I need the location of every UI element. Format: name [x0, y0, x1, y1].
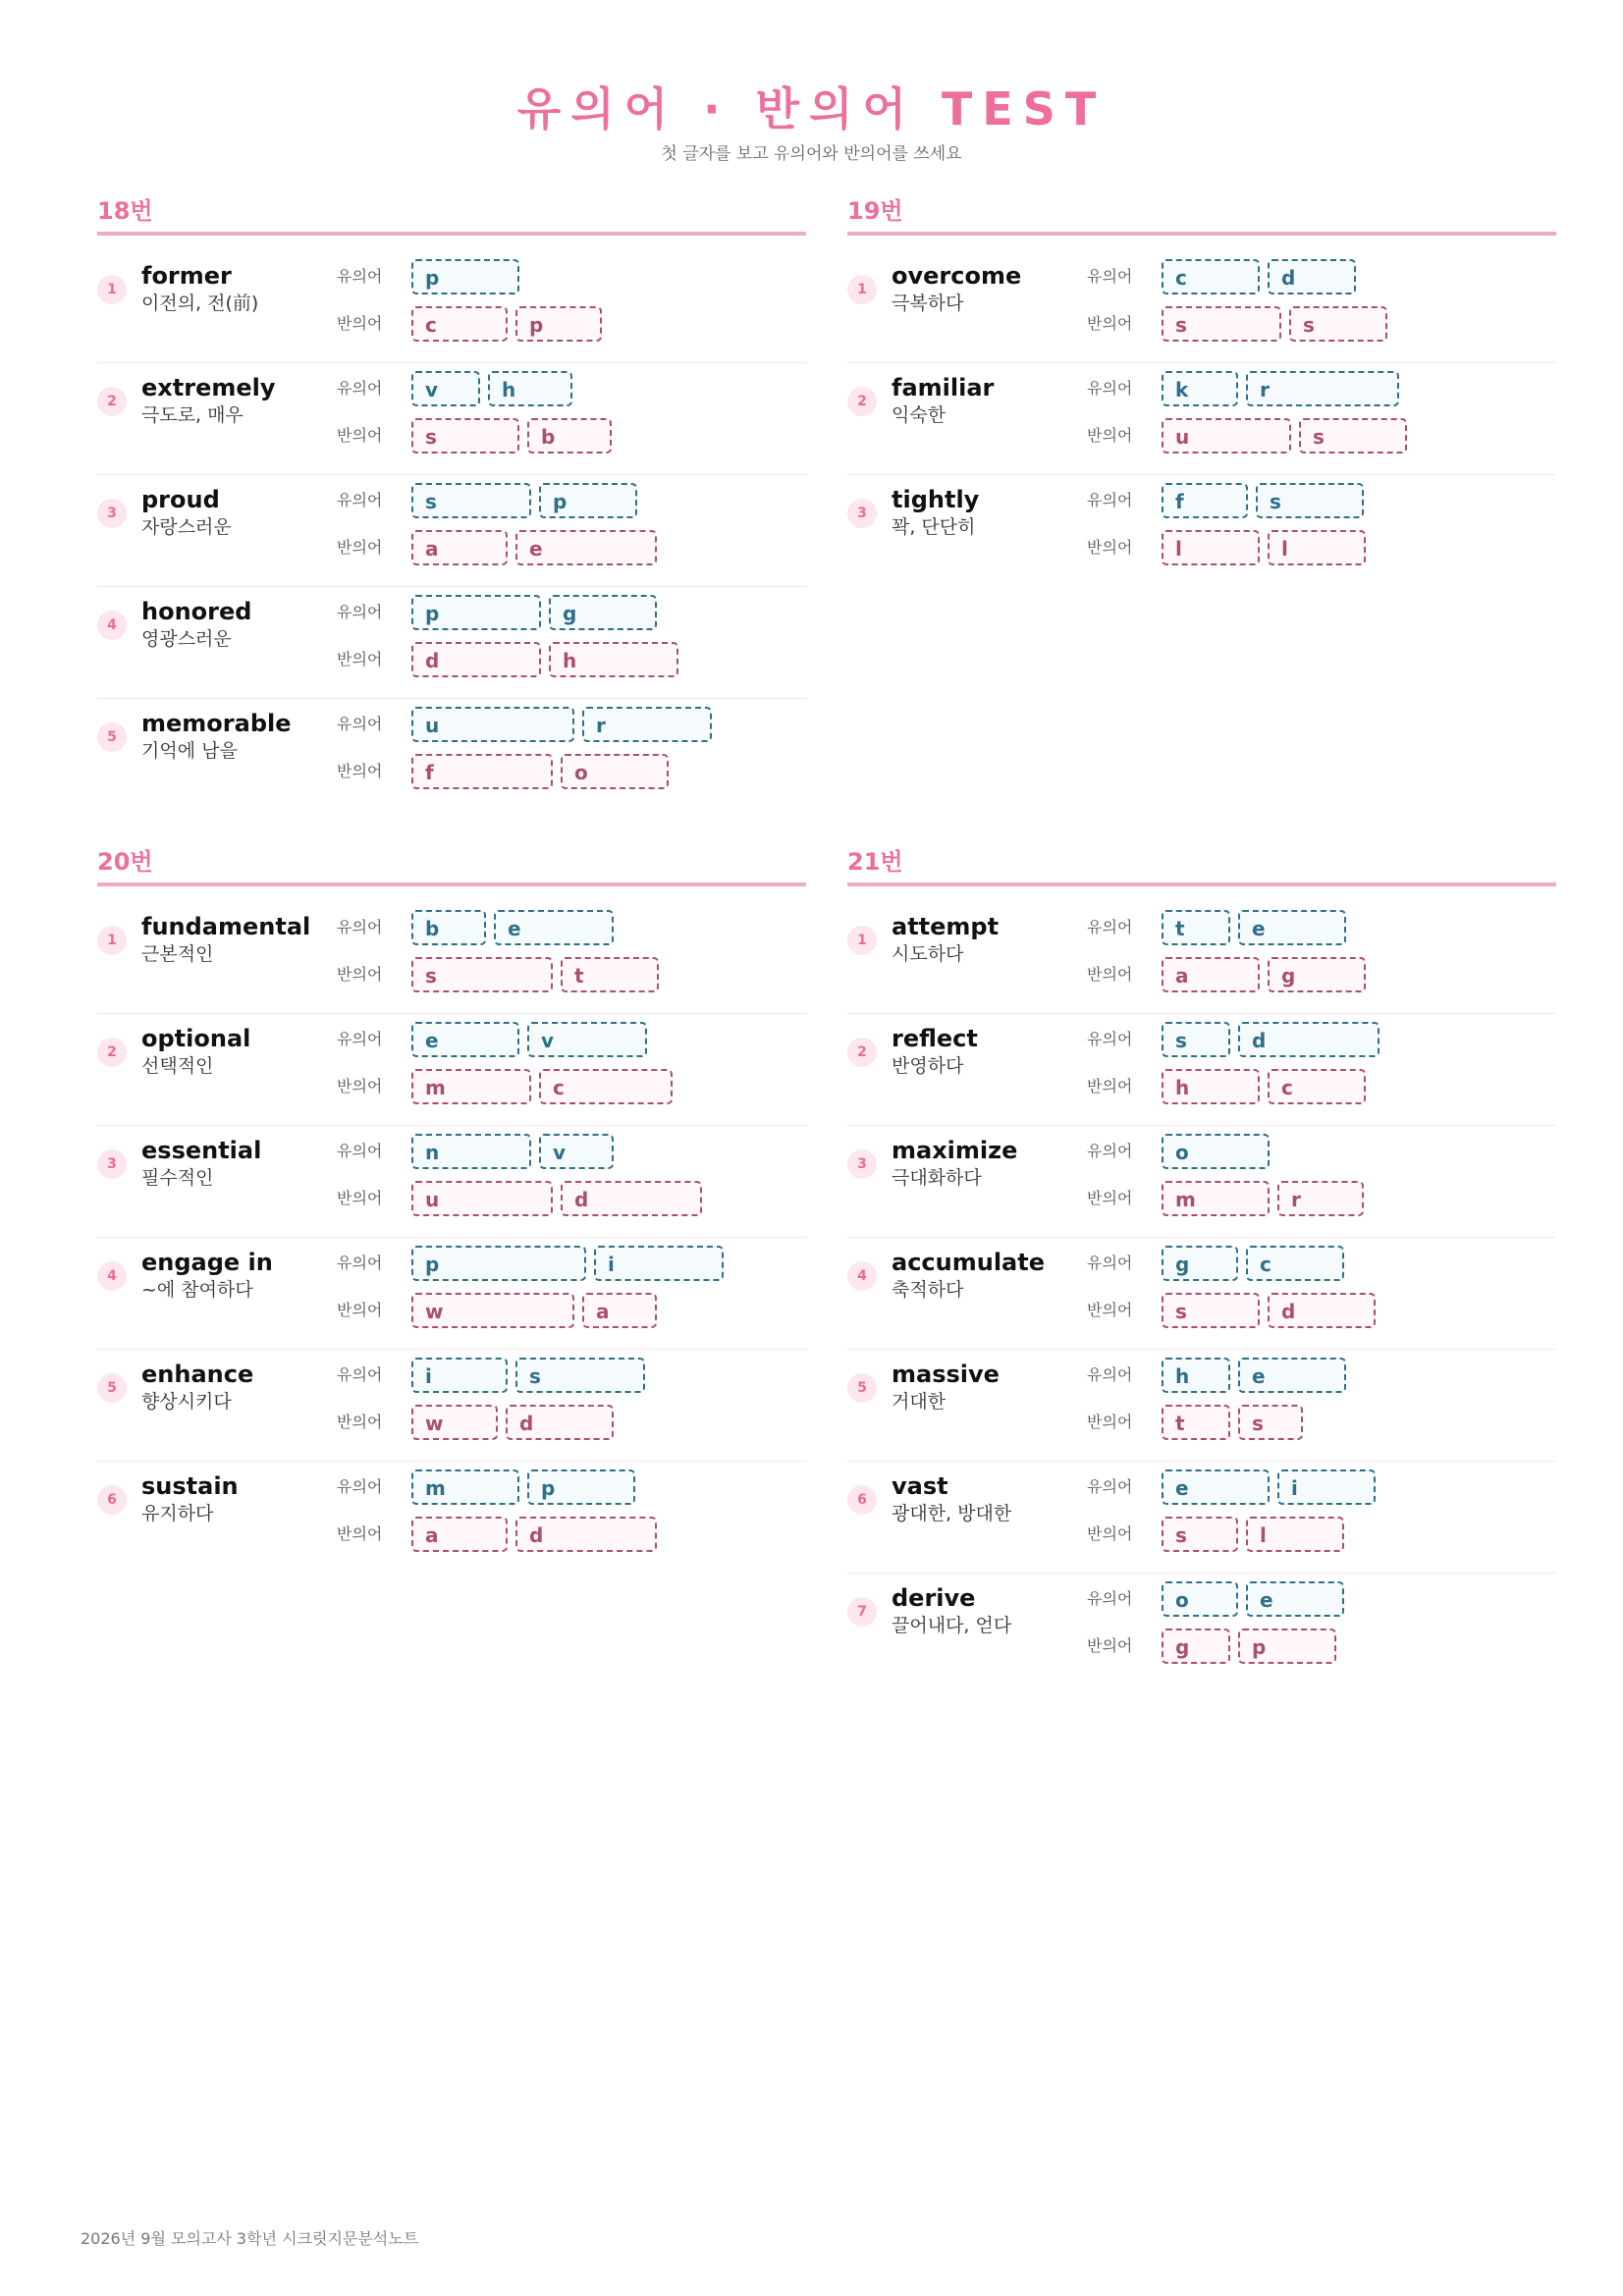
antonym-answer-box[interactable]: o	[561, 754, 669, 789]
antonym-answer-box[interactable]: s	[1162, 306, 1281, 342]
item-number-badge: 4	[97, 611, 127, 640]
vocab-meaning: 필수적인	[141, 1167, 214, 1189]
antonym-label: 반의어	[337, 1189, 383, 1207]
vocab-word: extremely	[141, 374, 276, 401]
answer-boxes	[1162, 1069, 1374, 1104]
antonym-label: 반의어	[337, 1077, 383, 1095]
item-number-badge: 1	[97, 275, 127, 304]
antonym-label: 반의어	[337, 314, 383, 333]
vocab-meaning: 영광스러운	[141, 628, 232, 650]
antonym-answer-box[interactable]: l	[1246, 1517, 1344, 1552]
section-title: 20번	[97, 847, 806, 886]
synonym-label: 유의어	[1087, 267, 1133, 286]
antonym-answer-box[interactable]: c	[411, 306, 508, 342]
answer-boxes	[411, 595, 665, 630]
synonym-answer-box[interactable]: i	[411, 1358, 508, 1393]
synonym-answer-box[interactable]: d	[1238, 1022, 1380, 1057]
answer-boxes	[1162, 1246, 1352, 1281]
synonym-answer-box[interactable]: s	[1162, 1022, 1230, 1057]
antonym-answer-box[interactable]: g	[1162, 1629, 1230, 1664]
vocab-item	[847, 475, 1556, 587]
answer-boxes	[1162, 1405, 1311, 1440]
synonym-label: 유의어	[337, 491, 383, 509]
synonym-answer-box[interactable]: i	[594, 1246, 724, 1281]
antonym-answer-box[interactable]: l	[1162, 530, 1260, 565]
answer-boxes	[411, 306, 610, 342]
antonym-label: 반의어	[1087, 1189, 1133, 1207]
item-list	[97, 902, 806, 1574]
item-list	[97, 251, 806, 811]
synonym-label: 유의어	[337, 1365, 383, 1384]
vocab-word: massive	[892, 1361, 1000, 1388]
answer-boxes	[411, 1293, 665, 1328]
synonym-answer-box[interactable]: p	[411, 259, 519, 294]
synonym-answer-box[interactable]: u	[411, 707, 574, 742]
antonym-answer-box[interactable]: d	[506, 1405, 614, 1440]
vocab-word: vast	[892, 1472, 948, 1500]
antonym-label: 반의어	[337, 1524, 383, 1543]
antonym-answer-box[interactable]: s	[1162, 1293, 1260, 1328]
antonym-label: 반의어	[1087, 1524, 1133, 1543]
synonym-answer-box[interactable]: v	[527, 1022, 647, 1057]
answer-boxes	[1162, 483, 1372, 518]
vocab-item	[97, 1462, 806, 1574]
vocab-word: enhance	[141, 1361, 254, 1388]
antonym-label: 반의어	[1087, 965, 1133, 984]
synonym-answer-box[interactable]: b	[411, 910, 486, 945]
synonym-answer-box[interactable]: c	[1162, 259, 1260, 294]
synonym-answer-box[interactable]: e	[1238, 1358, 1346, 1393]
synonym-answer-box[interactable]: g	[549, 595, 657, 630]
antonym-answer-box[interactable]: s	[1289, 306, 1387, 342]
synonym-answer-box[interactable]: t	[1162, 910, 1230, 945]
answer-boxes	[411, 1405, 622, 1440]
vocab-meaning: 끌어내다, 얻다	[892, 1615, 1012, 1636]
answer-boxes	[1162, 957, 1374, 992]
answer-boxes	[411, 530, 665, 565]
section-18	[97, 196, 806, 811]
synonym-label: 유의어	[337, 267, 383, 286]
answer-boxes	[411, 1358, 653, 1393]
vocab-word: memorable	[141, 710, 292, 737]
item-number-badge: 2	[847, 1038, 877, 1067]
answer-boxes	[1162, 371, 1407, 406]
answer-boxes	[411, 957, 667, 992]
answer-boxes	[1162, 1134, 1277, 1169]
antonym-answer-box[interactable]: m	[411, 1069, 531, 1104]
synonym-answer-box[interactable]: v	[411, 371, 480, 406]
antonym-answer-box[interactable]: l	[1268, 530, 1366, 565]
answer-boxes	[1162, 306, 1395, 342]
vocab-word: familiar	[892, 374, 995, 401]
antonym-answer-box[interactable]: s	[1299, 418, 1407, 454]
answer-boxes	[411, 418, 620, 454]
item-number-badge: 5	[847, 1373, 877, 1403]
answer-boxes	[1162, 530, 1374, 565]
synonym-label: 유의어	[337, 715, 383, 733]
vocab-word: reflect	[892, 1025, 978, 1052]
item-number-badge: 3	[97, 499, 127, 528]
antonym-answer-box[interactable]: d	[411, 642, 541, 677]
antonym-label: 반의어	[1087, 538, 1133, 557]
item-number-badge: 3	[97, 1149, 127, 1179]
synonym-answer-box[interactable]: s	[1256, 483, 1364, 518]
antonym-label: 반의어	[337, 650, 383, 668]
antonym-answer-box[interactable]: u	[411, 1181, 553, 1216]
vocab-meaning: 극복하다	[892, 293, 964, 314]
item-number-badge: 5	[97, 722, 127, 752]
answer-boxes	[1162, 1181, 1372, 1216]
vocab-item	[97, 1014, 806, 1126]
answer-boxes	[411, 1517, 665, 1552]
vocab-item	[97, 1238, 806, 1350]
synonym-answer-box[interactable]: e	[1162, 1469, 1270, 1505]
answer-boxes	[1162, 1022, 1387, 1057]
answer-boxes	[1162, 910, 1354, 945]
answer-boxes	[1162, 1517, 1352, 1552]
synonym-answer-box[interactable]: o	[1162, 1134, 1270, 1169]
section-20	[97, 847, 806, 1574]
antonym-label: 반의어	[1087, 314, 1133, 333]
antonym-label: 반의어	[337, 965, 383, 984]
synonym-label: 유의어	[1087, 1254, 1133, 1272]
item-number-badge: 2	[97, 387, 127, 416]
synonym-answer-box[interactable]: r	[1246, 371, 1399, 406]
antonym-answer-box[interactable]: w	[411, 1293, 574, 1328]
antonym-answer-box[interactable]: u	[1162, 418, 1291, 454]
synonym-answer-box[interactable]: h	[1162, 1358, 1230, 1393]
antonym-answer-box[interactable]: p	[1238, 1629, 1336, 1664]
answer-boxes	[411, 642, 686, 677]
answer-boxes	[411, 1181, 710, 1216]
vocab-meaning: 선택적인	[141, 1055, 214, 1077]
antonym-answer-box[interactable]: m	[1162, 1181, 1270, 1216]
item-number-badge: 5	[97, 1373, 127, 1403]
vocab-word: optional	[141, 1025, 251, 1052]
item-number-badge: 1	[847, 926, 877, 955]
synonym-label: 유의어	[337, 1254, 383, 1272]
antonym-answer-box[interactable]: s	[1162, 1517, 1238, 1552]
synonym-answer-box[interactable]: s	[515, 1358, 645, 1393]
synonym-answer-box[interactable]: e	[411, 1022, 519, 1057]
antonym-answer-box[interactable]: h	[549, 642, 678, 677]
antonym-answer-box[interactable]: w	[411, 1405, 498, 1440]
vocab-word: attempt	[892, 913, 1000, 940]
antonym-label: 반의어	[1087, 426, 1133, 445]
vocab-meaning: 반영하다	[892, 1055, 964, 1077]
synonym-answer-box[interactable]: p	[411, 1246, 586, 1281]
item-number-badge: 2	[97, 1038, 127, 1067]
synonym-answer-box[interactable]: e	[1238, 910, 1346, 945]
vocab-item	[847, 1350, 1556, 1462]
vocab-item	[847, 1574, 1556, 1685]
synonym-answer-box[interactable]: m	[411, 1469, 519, 1505]
vocab-item	[97, 902, 806, 1014]
synonym-label: 유의어	[337, 918, 383, 936]
synonym-label: 유의어	[1087, 1030, 1133, 1048]
synonym-label: 유의어	[337, 1142, 383, 1160]
vocab-word: former	[141, 262, 232, 290]
vocab-word: essential	[141, 1137, 262, 1164]
vocab-meaning: 이전의, 전(前)	[141, 293, 259, 314]
antonym-label: 반의어	[337, 426, 383, 445]
answer-boxes	[1162, 1358, 1354, 1393]
vocab-word: tightly	[892, 486, 980, 513]
vocab-item	[97, 475, 806, 587]
synonym-answer-box[interactable]: p	[411, 595, 541, 630]
synonym-label: 유의어	[1087, 379, 1133, 398]
vocab-meaning: 거대한	[892, 1391, 947, 1413]
vocab-word: overcome	[892, 262, 1022, 290]
answer-boxes	[411, 1469, 643, 1505]
vocab-word: derive	[892, 1584, 976, 1612]
antonym-answer-box[interactable]: s	[1238, 1405, 1303, 1440]
antonym-answer-box[interactable]: h	[1162, 1069, 1260, 1104]
synonym-label: 유의어	[1087, 1365, 1133, 1384]
vocab-meaning: 근본적인	[141, 943, 214, 965]
antonym-label: 반의어	[337, 1413, 383, 1431]
section-19	[847, 196, 1556, 587]
synonym-label: 유의어	[1087, 1477, 1133, 1496]
answer-boxes	[1162, 1293, 1383, 1328]
antonym-answer-box[interactable]: r	[1277, 1181, 1364, 1216]
vocab-meaning: 축적하다	[892, 1279, 964, 1301]
antonym-answer-box[interactable]: d	[1268, 1293, 1376, 1328]
vocab-meaning: 광대한, 방대한	[892, 1503, 1012, 1524]
antonym-answer-box[interactable]: f	[411, 754, 553, 789]
antonym-answer-box[interactable]: g	[1268, 957, 1366, 992]
synonym-answer-box[interactable]: p	[539, 483, 637, 518]
antonym-answer-box[interactable]: c	[1268, 1069, 1366, 1104]
item-number-badge: 3	[847, 1149, 877, 1179]
vocab-meaning: 자랑스러운	[141, 516, 232, 538]
antonym-answer-box[interactable]: d	[515, 1517, 657, 1552]
antonym-label: 반의어	[1087, 1077, 1133, 1095]
item-number-badge: 7	[847, 1597, 877, 1627]
antonym-answer-box[interactable]: s	[411, 418, 519, 454]
antonym-label: 반의어	[337, 762, 383, 780]
synonym-label: 유의어	[337, 1477, 383, 1496]
answer-boxes	[411, 1134, 622, 1169]
answer-boxes	[411, 1246, 731, 1281]
antonym-answer-box[interactable]: s	[411, 957, 553, 992]
antonym-label: 반의어	[1087, 1413, 1133, 1431]
vocab-item	[847, 1238, 1556, 1350]
answer-boxes	[411, 371, 580, 406]
vocab-meaning: 향상시키다	[141, 1391, 232, 1413]
vocab-item	[847, 1014, 1556, 1126]
answer-boxes	[1162, 418, 1415, 454]
vocab-item	[847, 1126, 1556, 1238]
item-number-badge: 1	[97, 926, 127, 955]
antonym-answer-box[interactable]: c	[539, 1069, 673, 1104]
antonym-answer-box[interactable]: d	[561, 1181, 702, 1216]
vocab-word: honored	[141, 598, 252, 625]
item-number-badge: 1	[847, 275, 877, 304]
page-footer: 2026년 9월 모의고사 3학년 시크릿지문분석노트	[81, 2229, 419, 2248]
item-number-badge: 4	[847, 1261, 877, 1291]
antonym-answer-box[interactable]: t	[1162, 1405, 1230, 1440]
vocab-item	[97, 363, 806, 475]
answer-boxes	[411, 1022, 655, 1057]
vocab-item	[97, 251, 806, 363]
vocab-item	[847, 251, 1556, 363]
answer-boxes	[411, 754, 676, 789]
antonym-answer-box[interactable]: b	[527, 418, 612, 454]
synonym-answer-box[interactable]: e	[1246, 1581, 1344, 1617]
synonym-label: 유의어	[1087, 1589, 1133, 1608]
antonym-answer-box[interactable]: a	[1162, 957, 1260, 992]
vocab-item	[847, 902, 1556, 1014]
vocab-item	[847, 363, 1556, 475]
synonym-label: 유의어	[337, 1030, 383, 1048]
vocab-word: sustain	[141, 1472, 239, 1500]
vocab-word: fundamental	[141, 913, 311, 940]
synonym-answer-box[interactable]: g	[1162, 1246, 1238, 1281]
page-title: 유의어 · 반의어 TEST	[516, 82, 1107, 135]
vocab-meaning: 극대화하다	[892, 1167, 982, 1189]
antonym-answer-box[interactable]: t	[561, 957, 659, 992]
item-number-badge: 6	[847, 1485, 877, 1515]
synonym-label: 유의어	[1087, 918, 1133, 936]
synonym-answer-box[interactable]: r	[582, 707, 712, 742]
item-list	[847, 902, 1556, 1685]
section-title: 19번	[847, 196, 1556, 236]
vocab-meaning: 꽉, 단단히	[892, 516, 976, 538]
synonym-answer-box[interactable]: h	[488, 371, 572, 406]
vocab-item	[97, 1350, 806, 1462]
item-number-badge: 3	[847, 499, 877, 528]
answer-boxes	[411, 1069, 680, 1104]
vocab-word: maximize	[892, 1137, 1018, 1164]
antonym-answer-box[interactable]: p	[515, 306, 602, 342]
answer-boxes	[411, 910, 622, 945]
item-number-badge: 4	[97, 1261, 127, 1291]
synonym-answer-box[interactable]: d	[1268, 259, 1356, 294]
vocab-meaning: 시도하다	[892, 943, 964, 965]
antonym-label: 반의어	[1087, 1301, 1133, 1319]
vocab-item	[97, 587, 806, 699]
answer-boxes	[1162, 1469, 1383, 1505]
item-number-badge: 2	[847, 387, 877, 416]
answer-boxes	[411, 483, 645, 518]
vocab-meaning: ~에 참여하다	[141, 1279, 253, 1301]
page-header	[0, 80, 1623, 165]
synonym-answer-box[interactable]: c	[1246, 1246, 1344, 1281]
synonym-label: 유의어	[1087, 491, 1133, 509]
vocab-word: proud	[141, 486, 220, 513]
antonym-answer-box[interactable]: a	[582, 1293, 657, 1328]
vocab-item	[97, 699, 806, 811]
vocab-word: engage in	[141, 1249, 273, 1276]
synonym-answer-box[interactable]: v	[539, 1134, 614, 1169]
synonym-answer-box[interactable]: e	[494, 910, 614, 945]
section-21	[847, 847, 1556, 1685]
synonym-answer-box[interactable]: i	[1277, 1469, 1376, 1505]
synonym-answer-box[interactable]: p	[527, 1469, 635, 1505]
antonym-label: 반의어	[337, 1301, 383, 1319]
item-number-badge: 6	[97, 1485, 127, 1515]
section-title: 21번	[847, 847, 1556, 886]
item-list	[847, 251, 1556, 587]
synonym-label: 유의어	[337, 379, 383, 398]
answer-boxes	[1162, 259, 1364, 294]
vocab-item	[97, 1126, 806, 1238]
page-subtitle: 첫 글자를 보고 유의어와 반의어를 쓰세요	[661, 144, 962, 164]
vocab-meaning: 유지하다	[141, 1503, 214, 1524]
vocab-word: accumulate	[892, 1249, 1045, 1276]
answer-boxes	[1162, 1581, 1352, 1617]
synonym-answer-box[interactable]: n	[411, 1134, 531, 1169]
answer-boxes	[1162, 1629, 1344, 1664]
vocab-meaning: 극도로, 매우	[141, 404, 243, 426]
vocab-item	[847, 1462, 1556, 1574]
synonym-label: 유의어	[337, 603, 383, 621]
vocab-meaning: 기억에 남을	[141, 740, 238, 762]
synonym-answer-box[interactable]: o	[1162, 1581, 1238, 1617]
antonym-label: 반의어	[337, 538, 383, 557]
answer-boxes	[411, 259, 527, 294]
antonym-answer-box[interactable]: a	[411, 1517, 508, 1552]
synonym-answer-box[interactable]: s	[411, 483, 531, 518]
answer-boxes	[411, 707, 720, 742]
synonym-answer-box[interactable]: k	[1162, 371, 1238, 406]
synonym-label: 유의어	[1087, 1142, 1133, 1160]
antonym-label: 반의어	[1087, 1636, 1133, 1655]
antonym-answer-box[interactable]: a	[411, 530, 508, 565]
vocab-meaning: 익숙한	[892, 404, 947, 426]
antonym-answer-box[interactable]: e	[515, 530, 657, 565]
synonym-answer-box[interactable]: f	[1162, 483, 1248, 518]
section-title: 18번	[97, 196, 806, 236]
